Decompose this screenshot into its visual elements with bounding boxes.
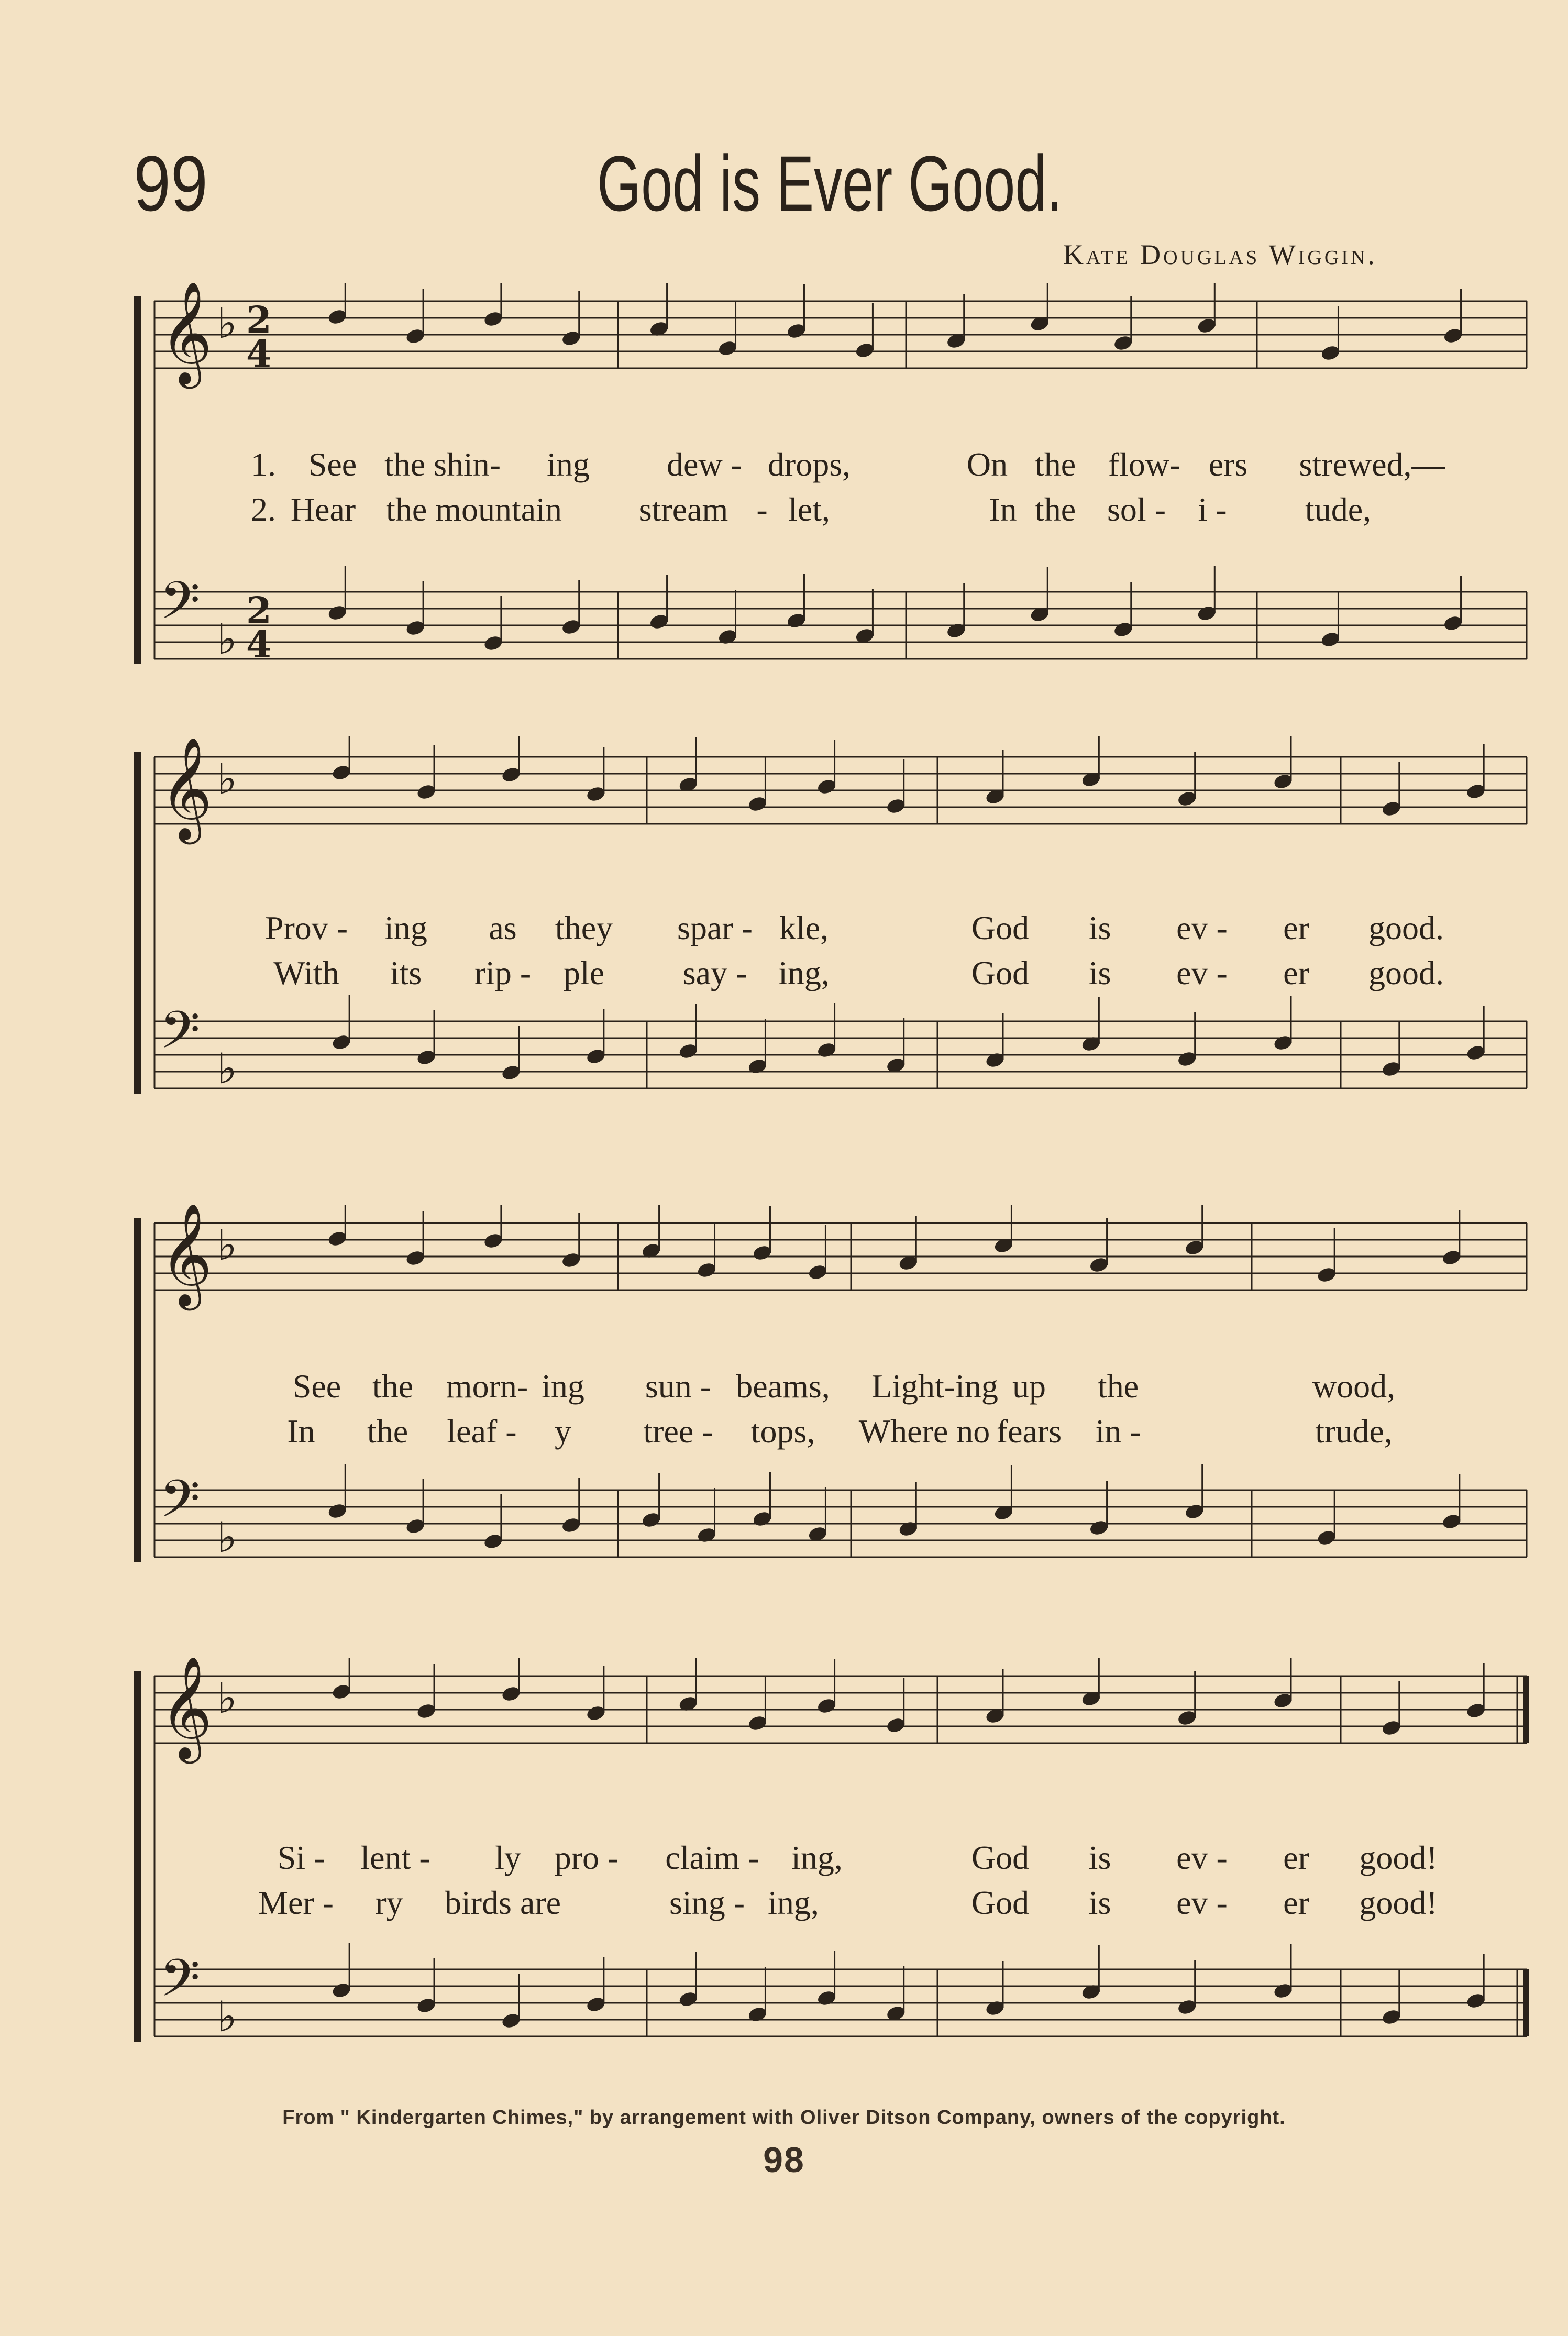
lyric-syllable: ple	[563, 954, 605, 991]
lyric-syllable: -	[756, 491, 768, 528]
lyric-syllable: ing	[542, 1368, 584, 1405]
lyric-syllable: is	[1088, 1839, 1111, 1876]
lyric-syllable: is	[1088, 1884, 1111, 1921]
lyric-syllable: birds are	[444, 1884, 561, 1921]
lyric-syllable: dew -	[667, 446, 742, 483]
lyric-syllable: spar -	[677, 909, 753, 946]
bass-clef-icon: 𝄢	[160, 1469, 201, 1542]
lyric-syllable: See	[292, 1368, 341, 1405]
lyric-syllable: tude,	[1305, 491, 1372, 528]
lyric-syllable: sol -	[1107, 491, 1166, 528]
lyric-syllable: its	[390, 954, 422, 991]
lyric-syllable: sun -	[645, 1368, 712, 1405]
treble-clef-icon: 𝄞	[160, 283, 213, 384]
lyric-syllable: Hear	[290, 491, 356, 528]
lyric-syllable: er	[1283, 954, 1309, 991]
lyric-syllable: Mer -	[258, 1884, 334, 1921]
time-signature-icon: 4	[246, 332, 272, 376]
treble-clef-icon: 𝄞	[160, 1205, 213, 1306]
lyric-syllable: y	[555, 1413, 571, 1450]
lyric-syllable: drops,	[767, 446, 851, 483]
lyric-syllable: Prov -	[264, 909, 348, 946]
hymn-number: 99	[134, 139, 208, 227]
lyric-syllable: ing	[384, 909, 427, 946]
lyric-syllable: er	[1283, 1884, 1309, 1921]
lyric-syllable: In	[287, 1413, 315, 1450]
lyric-syllable: er	[1283, 909, 1309, 946]
lyric-syllable: Where no	[858, 1413, 990, 1450]
lyric-verse-1	[134, 445, 1537, 487]
lyric-verse-1	[134, 909, 1537, 951]
lyric-syllable: good.	[1368, 954, 1444, 991]
lyric-syllable: trude,	[1315, 1413, 1393, 1450]
lyric-syllable: ing	[547, 446, 590, 483]
music-system-3	[134, 1205, 1537, 1608]
lyric-syllable: leaf -	[447, 1413, 517, 1450]
flat-key-signature-icon: ♭	[217, 615, 237, 664]
lyric-syllable: pro -	[554, 1839, 619, 1876]
lyric-syllable: ev -	[1176, 909, 1228, 946]
music-system-4	[134, 1658, 1537, 2087]
author-credit: Kate Douglas Wiggin.	[1063, 239, 1377, 270]
page-number: 98	[763, 2140, 805, 2180]
lyric-syllable: i -	[1198, 491, 1227, 528]
lyric-syllable: With	[273, 954, 339, 991]
bass-clef-icon: 𝄢	[160, 1948, 201, 2021]
lyric-syllable: the	[1034, 446, 1076, 483]
lyric-syllable: let,	[788, 491, 830, 528]
lyric-syllable: wood,	[1312, 1368, 1396, 1405]
music-system-2	[134, 736, 1537, 1139]
lyric-syllable: On	[966, 446, 1008, 483]
lyric-syllable: in -	[1095, 1413, 1141, 1450]
lyric-syllable: good.	[1368, 909, 1444, 946]
lyric-syllable: the	[1097, 1368, 1139, 1405]
lyric-syllable: ing,	[768, 1884, 819, 1921]
flat-key-signature-icon: ♭	[217, 1221, 237, 1270]
lyric-verse-2	[134, 490, 1537, 532]
bass-clef-icon: 𝄢	[160, 1000, 201, 1073]
lyric-syllable: 1.	[251, 446, 276, 483]
flat-key-signature-icon: ♭	[217, 299, 237, 348]
treble-clef-icon: 𝄞	[160, 1658, 213, 1759]
lyric-syllable: God	[971, 1884, 1030, 1921]
time-signature-icon: 4	[246, 623, 272, 666]
lyric-syllable: God	[971, 1839, 1030, 1876]
lyric-syllable: good!	[1359, 1884, 1438, 1921]
lyric-verse-1	[134, 1367, 1537, 1409]
lyric-syllable: See	[308, 446, 357, 483]
lyric-syllable: ev -	[1176, 1839, 1228, 1876]
lyric-verse-2	[134, 954, 1537, 996]
lyric-syllable: the	[367, 1413, 408, 1450]
lyric-verse-2	[134, 1883, 1537, 1925]
lyric-syllable: Light-ing	[871, 1368, 998, 1405]
treble-clef-icon: 𝄞	[160, 736, 213, 840]
lyric-syllable: the	[372, 1368, 414, 1405]
lyric-syllable: ers	[1208, 446, 1248, 483]
lyric-syllable: er	[1283, 1839, 1309, 1876]
lyric-syllable: fears	[996, 1413, 1062, 1450]
lyric-syllable: is	[1088, 909, 1111, 946]
lyric-syllable: God	[971, 909, 1030, 946]
lyric-syllable: the mountain	[386, 491, 562, 528]
lyric-syllable: is	[1088, 954, 1111, 991]
lyric-syllable: say -	[682, 954, 747, 991]
lyric-syllable: stream	[638, 491, 728, 528]
flat-key-signature-icon: ♭	[217, 1044, 237, 1093]
lyric-syllable: rip -	[474, 954, 532, 991]
lyric-syllable: claim -	[665, 1839, 759, 1876]
time-signature-icon: 2	[246, 298, 272, 341]
flat-key-signature-icon: ♭	[217, 1992, 237, 2041]
lyric-syllable: flow-	[1108, 446, 1181, 483]
lyric-syllable: tops,	[750, 1413, 815, 1450]
flat-key-signature-icon: ♭	[217, 1513, 237, 1562]
lyric-verse-1	[134, 1838, 1537, 1880]
lyric-syllable: Si -	[277, 1839, 325, 1876]
music-system-1	[134, 283, 1537, 712]
lyric-syllable: they	[555, 909, 613, 946]
lyric-syllable: beams,	[736, 1368, 830, 1405]
lyric-syllable: morn-	[446, 1368, 528, 1405]
lyric-syllable: ev -	[1176, 1884, 1228, 1921]
lyric-syllable: the	[1034, 491, 1076, 528]
lyric-syllable: ing,	[778, 954, 830, 991]
lyric-syllable: kle,	[779, 909, 829, 946]
lyric-syllable: God	[971, 954, 1030, 991]
lyric-syllable: good!	[1359, 1839, 1438, 1876]
lyric-syllable: tree -	[643, 1413, 713, 1450]
copyright-credit: From " Kindergarten Chimes," by arrangement with Oliver Ditson Company, owners of the copyright.	[282, 2107, 1286, 2129]
lyric-syllable: strewed,—	[1299, 446, 1445, 483]
lyric-syllable: the shin-	[384, 446, 501, 483]
lyric-syllable: In	[989, 491, 1017, 528]
bass-clef-icon: 𝄢	[160, 571, 201, 644]
flat-key-signature-icon: ♭	[217, 755, 237, 803]
hymn-title: God is Ever Good.	[597, 139, 1063, 227]
lyric-syllable: ing,	[791, 1839, 843, 1876]
lyric-syllable: sing -	[669, 1884, 745, 1921]
lyric-syllable: 2.	[251, 491, 276, 528]
flat-key-signature-icon: ♭	[217, 1674, 237, 1723]
lyric-syllable: as	[489, 909, 517, 946]
time-signature-icon: 2	[246, 589, 272, 632]
lyric-syllable: up	[1012, 1368, 1046, 1405]
lyric-syllable: lent -	[360, 1839, 430, 1876]
lyric-syllable: ev -	[1176, 954, 1228, 991]
lyric-verse-2	[134, 1412, 1537, 1454]
lyric-syllable: ry	[375, 1884, 403, 1921]
lyric-syllable: ly	[495, 1839, 521, 1876]
